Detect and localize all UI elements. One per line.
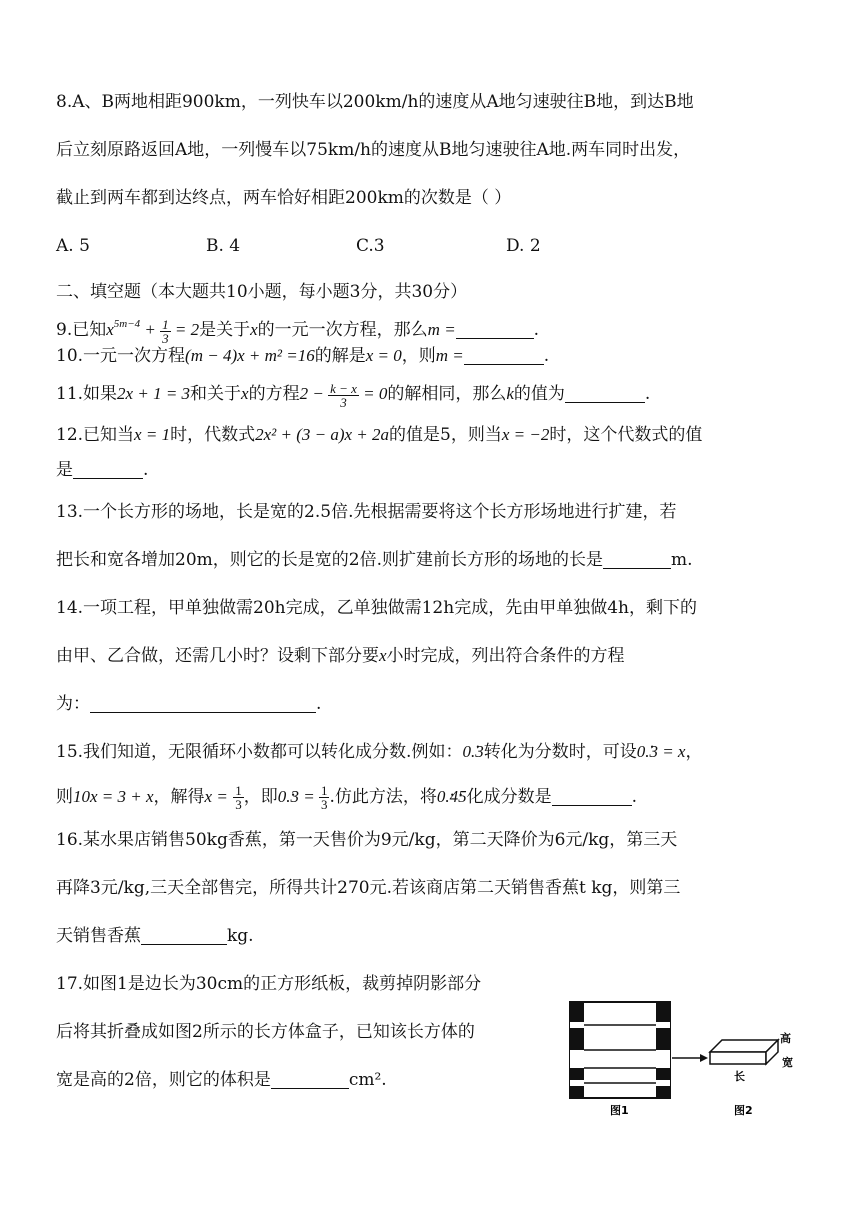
- q16-line2: 再降3元/kg,三天全部售完，所得共计270元.若该商店第二天销售香蕉t kg，则第三: [56, 878, 681, 898]
- q14-answer-blank[interactable]: [90, 692, 316, 713]
- q10: 10.一元一次方程(m − 4)x + m² =16的解是x = 0，则m = .: [56, 346, 550, 366]
- q17-line1: 17.如图1是边长为30cm的正方形纸板，裁剪掉阴影部分: [56, 974, 482, 994]
- result-eq: 0.• 3 =: [278, 787, 319, 806]
- q12-line2: 是 .: [56, 460, 149, 480]
- q17-line2: 后将其折叠成如图2所示的长方体盒子，已知该长方体的: [56, 1022, 475, 1042]
- q14-line2: 由甲、乙合做，还需几小时？设剩下部分要x小时完成，列出符合条件的方程: [56, 646, 625, 666]
- q15-answer-blank[interactable]: [552, 785, 632, 806]
- q14-line1: 14.一项工程，甲单独做需20h完成，乙单独做需12h完成，先由甲单独做4h，剩下的: [56, 598, 697, 618]
- arrow-head: [700, 1054, 708, 1062]
- label-long: 长: [734, 1070, 745, 1083]
- frac-one-third: $\frac{1}{3}$: [235, 783, 242, 812]
- q16-answer-blank[interactable]: [141, 924, 227, 945]
- box-front: [710, 1052, 766, 1064]
- fig1-caption: 图1: [610, 1104, 629, 1117]
- repeating-decimal-045: 0.• 4• 5: [437, 787, 467, 806]
- option-b: B. 4: [206, 236, 241, 256]
- fig2-caption: 图2: [734, 1104, 753, 1117]
- q16-line3: 天销售香蕉 kg.: [56, 926, 254, 946]
- label-high: 高: [780, 1032, 791, 1045]
- q14-line3: 为： .: [56, 694, 322, 714]
- repeating-decimal-03: 0.• 3: [462, 742, 483, 761]
- q13-line1: 13.一个长方形的场地，长是宽的2.5倍.先根据需要将这个长方形场地进行扩建，若: [56, 502, 677, 522]
- q17-answer-blank[interactable]: [271, 1068, 349, 1089]
- q16-line1: 16.某水果店销售50kg香蕉，第一天售价为9元/kg，第二天降价为6元/kg，第三天: [56, 830, 678, 850]
- q11-answer-blank[interactable]: [565, 382, 645, 403]
- q8-line1: 8.A、B两地相距900km，一列快车以200km/h的速度从A地匀速驶往B地，到达B地: [56, 92, 694, 112]
- q9: 9.已知$x^{5m-4}$ + $\frac{1}{3}$ = 2是关于x的一元一次方程，那么m = .: [56, 316, 540, 346]
- q15-line1: 15.我们知道，无限循环小数都可以转化成分数.例如：0.• 3转化为分数时，可设0.• 3 = x，: [56, 736, 816, 768]
- q8-options: [56, 230, 816, 262]
- q8-line3: 截止到两车都到达终点，两车恰好相距200km的次数是（ ）: [56, 188, 512, 208]
- q9-expr: $x^{5m-4}$ + $\frac{1}{3}$ = 2: [106, 316, 200, 346]
- q13-answer-blank[interactable]: [603, 548, 671, 569]
- label-wide: 宽: [782, 1056, 793, 1069]
- worksheet: [56, 86, 816, 1096]
- q11: 11.如果2x + 1 = 3和关于x的方程2 − $\frac{k - x}{3}$ = 0的解相同，那么k的值为 .: [56, 380, 651, 410]
- q12-answer-blank[interactable]: [73, 458, 143, 479]
- q9-answer-blank[interactable]: [456, 318, 534, 339]
- box-diagram: [568, 1000, 812, 1118]
- frac-one-third-2: $\frac{1}{3}$: [320, 783, 328, 812]
- option-a: A. 5: [56, 236, 90, 256]
- q15-line2: 则10x = 3 + x，解得x = $\frac{1}{3}$ ，即0.• 3 = $\frac{1}{3}$ .仿此方法，将0.• 4• 5化成分数是 .: [56, 778, 816, 816]
- q13-line2: 把长和宽各增加20m，则它的长是宽的2倍.则扩建前长方形的场地的长是 m.: [56, 550, 693, 570]
- q10-answer-blank[interactable]: [464, 344, 544, 365]
- q8-line2: 后立刻原路返回A地，一列慢车以75km/h的速度从B地匀速驶往A地.两车同时出发，: [56, 140, 691, 160]
- assume-eq: 0.• 3 = x: [637, 742, 686, 761]
- q11-equation: 2 − $\frac{k - x}{3}$ = 0: [299, 380, 388, 410]
- option-c: C.3: [356, 236, 385, 256]
- q17-figure: [568, 1000, 812, 1118]
- section-heading: 二、填空题（本大题共10小题，每小题3分，共30分）: [56, 282, 468, 302]
- q12-line1: 12.已知当x = 1时，代数式2x² + (3 − a)x + 2a的值是5，则当x = −2时，这个代数式的值: [56, 425, 703, 445]
- option-d: D. 2: [506, 236, 541, 256]
- q17-line3: 宽是高的2倍，则它的体积是 cm².: [56, 1070, 387, 1090]
